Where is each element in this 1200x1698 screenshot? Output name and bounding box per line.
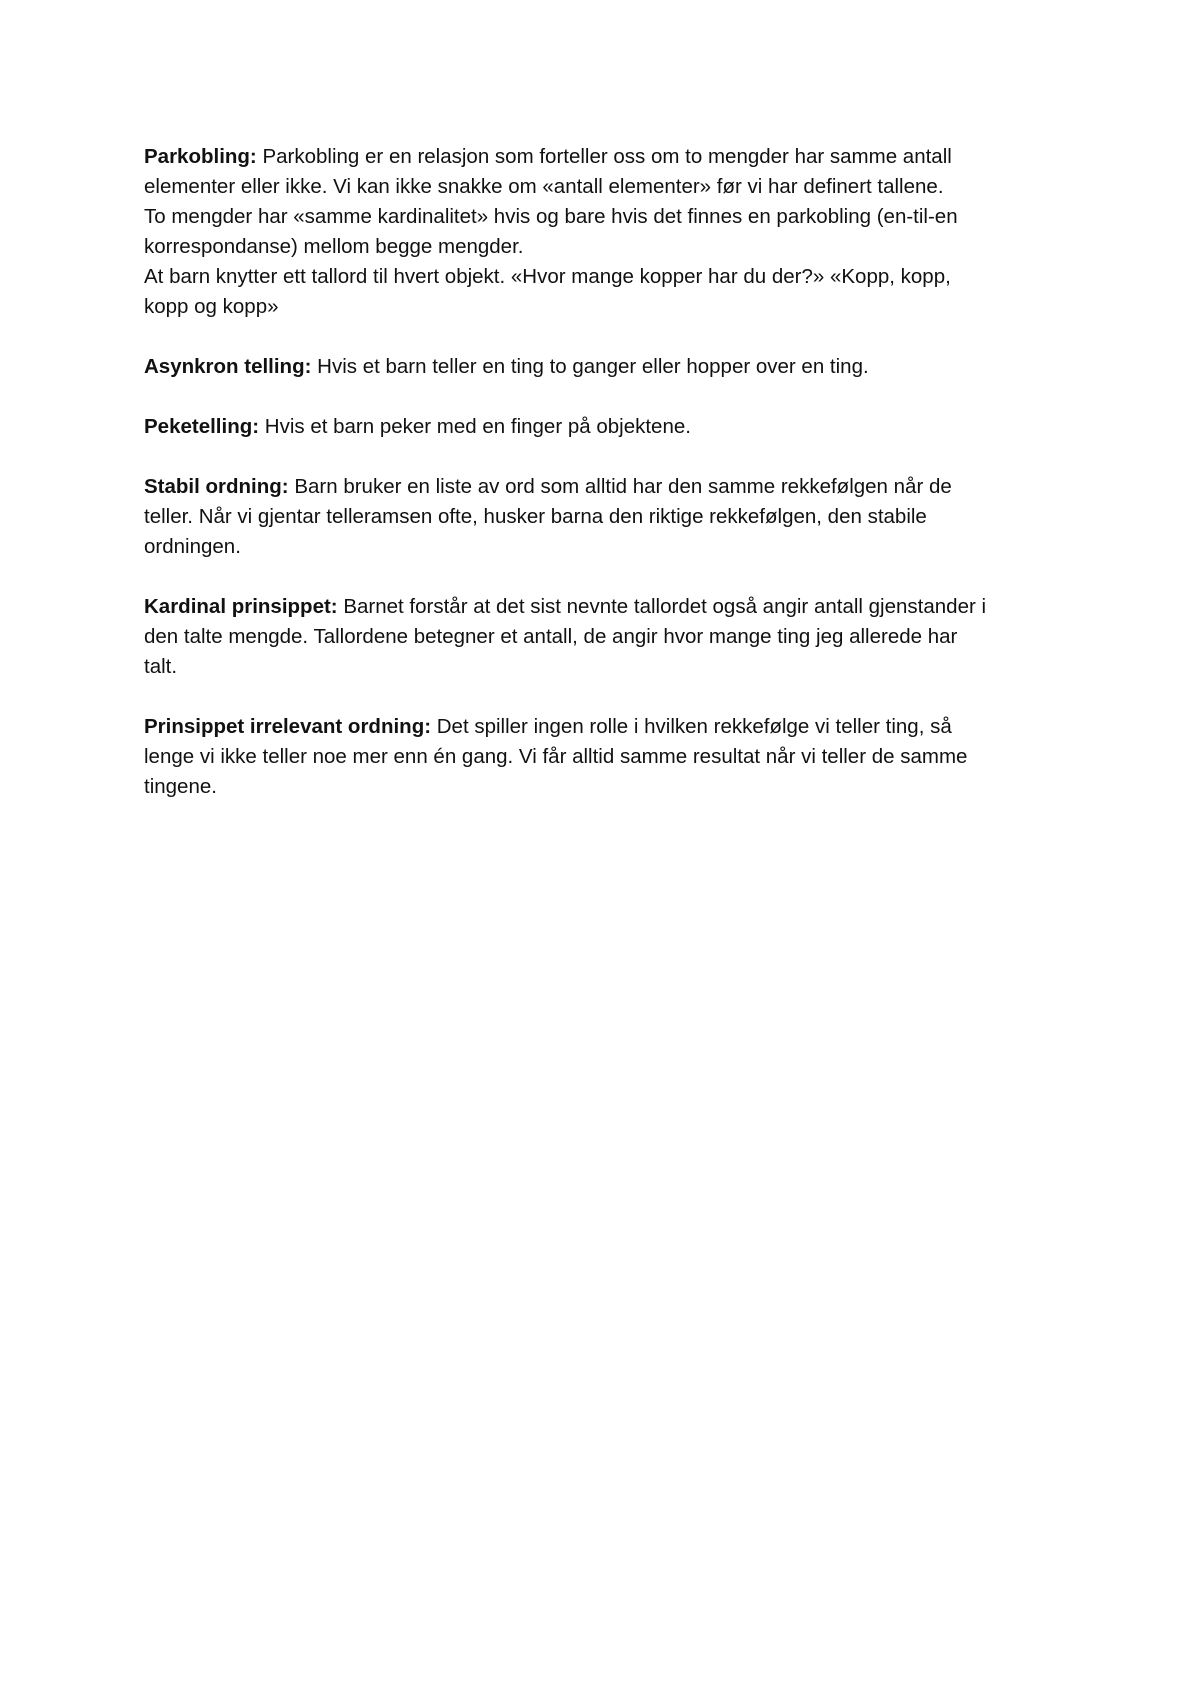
- term-heading: Peketelling:: [144, 415, 260, 438]
- document-body: [144, 142, 1064, 832]
- text-line: korrespondanse) mellom begge mengder.: [144, 235, 524, 258]
- text-line: [144, 712, 1064, 742]
- text-span: Det spiller ingen rolle i hvilken rekkefølge vi teller ting, så: [431, 715, 952, 738]
- text-line: lenge vi ikke teller noe mer enn én gang. Vi får alltid samme resultat når vi teller de samme: [144, 745, 968, 768]
- paragraph-kardinal-prinsippet: [144, 592, 1064, 682]
- text-span: Barnet forstår at det sist nevnte tallordet også angir antall gjenstander i: [337, 595, 987, 618]
- text-line: den talte mengde. Tallordene betegner et antall, de angir hvor mange ting jeg allerede har: [144, 625, 958, 648]
- text-line: kopp og kopp»: [144, 295, 279, 318]
- text-line: [144, 412, 1064, 442]
- text-line: ordningen.: [144, 535, 241, 558]
- text-line: teller. Når vi gjentar telleramsen ofte, husker barna den riktige rekkefølgen, den stabile: [144, 505, 927, 528]
- paragraph-asynkron-telling: [144, 352, 1064, 382]
- term-heading: Prinsippet irrelevant ordning:: [144, 715, 432, 738]
- text-span: Parkobling er en relasjon som forteller oss om to mengder har samme antall: [256, 145, 952, 168]
- text-line: tingene.: [144, 775, 217, 798]
- text-span: Hvis et barn peker med en finger på objektene.: [259, 415, 691, 438]
- text-line: [144, 142, 1064, 172]
- term-heading: Parkobling:: [144, 145, 257, 168]
- paragraph-stabil-ordning: [144, 472, 1064, 562]
- text-line: At barn knytter ett tallord til hvert objekt. «Hvor mange kopper har du der?» «Kopp, kopp,: [144, 265, 951, 288]
- text-line: talt.: [144, 655, 178, 678]
- text-line: elementer eller ikke. Vi kan ikke snakke om «antall elementer» før vi har definert tallene.: [144, 175, 944, 198]
- paragraph-parkobling: [144, 142, 1064, 322]
- term-heading: Asynkron telling:: [144, 355, 312, 378]
- text-span: Barn bruker en liste av ord som alltid har den samme rekkefølgen når de: [288, 475, 952, 498]
- text-line: [144, 352, 1064, 382]
- paragraph-irrelevant-ordning: [144, 712, 1064, 802]
- text-line: To mengder har «samme kardinalitet» hvis og bare hvis det finnes en parkobling (en-til-en: [144, 205, 958, 228]
- paragraph-peketelling: [144, 412, 1064, 442]
- term-heading: Stabil ordning:: [144, 475, 289, 498]
- text-line: [144, 592, 1064, 622]
- text-span: Hvis et barn teller en ting to ganger eller hopper over en ting.: [311, 355, 869, 378]
- text-line: [144, 472, 1064, 502]
- term-heading: Kardinal prinsippet:: [144, 595, 338, 618]
